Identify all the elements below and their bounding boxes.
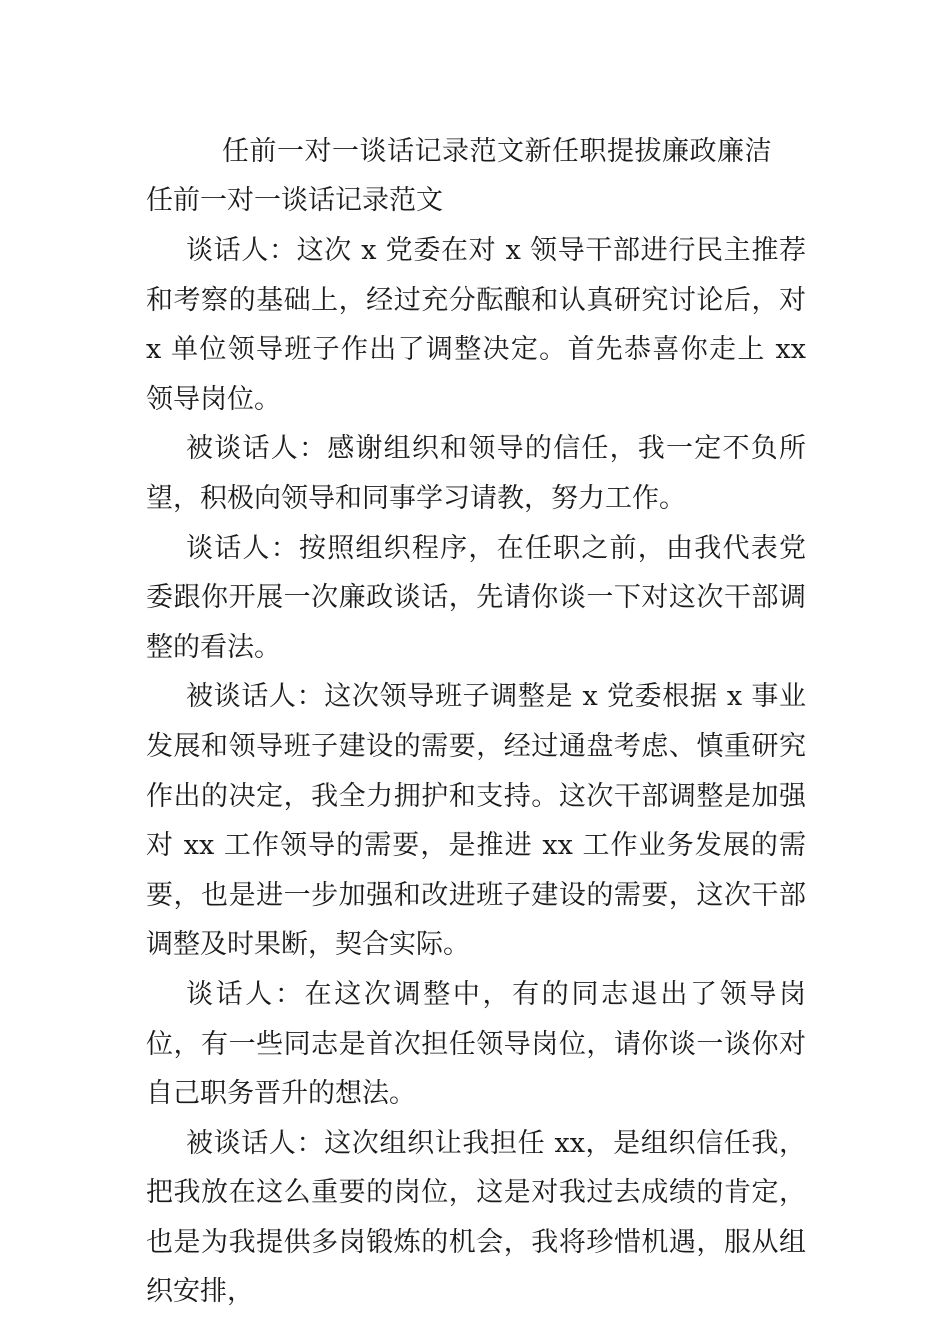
document-body	[146, 226, 806, 1317]
paragraph-4: 被谈话人：这次领导班子调整是 x 党委根据 x 事业发展和领导班子建设的需要，经过通盘考虑、慎重研究作出的决定，我全力拥护和支持。这次干部调整是加强对 xx 工作领导的需要，是推进 xx 工作业务发展的需要，也是进一步加强和改进班子建设的需要，这次干部调整及时果断，契合实际。	[146, 681, 806, 961]
paragraph-3: 谈话人：按照组织程序，在任职之前，由我代表党委跟你开展一次廉政谈话，先请你谈一下对这次干部调整的看法。	[146, 532, 806, 663]
paragraph-1: 谈话人：这次 x 党委在对 x 领导干部进行民主推荐和考察的基础上，经过充分酝酿和认真研究讨论后，对 x 单位领导班子作出了调整决定。首先恭喜你走上 xx 领导岗位。	[146, 235, 806, 415]
document-title: 任前一对一谈话记录范文新任职提拔廉政廉洁	[222, 136, 772, 167]
paragraph-2: 被谈话人：感谢组织和领导的信任，我一定不负所望，积极向领导和同事学习请教，努力工作。	[146, 433, 806, 514]
paragraph-6: 被谈话人：这次组织让我担任 xx，是组织信任我，把我放在这么重要的岗位，这是对我过去成绩的肯定，也是为我提供多岗锻炼的机会，我将珍惜机遇，服从组织安排，	[146, 1127, 806, 1308]
paragraph-5: 谈话人：在这次调整中，有的同志退出了领导岗位，有一些同志是首次担任领导岗位，请你谈一谈你对自己职务晋升的想法。	[146, 978, 806, 1110]
document-subtitle: 任前一对一谈话记录范文	[146, 185, 443, 216]
